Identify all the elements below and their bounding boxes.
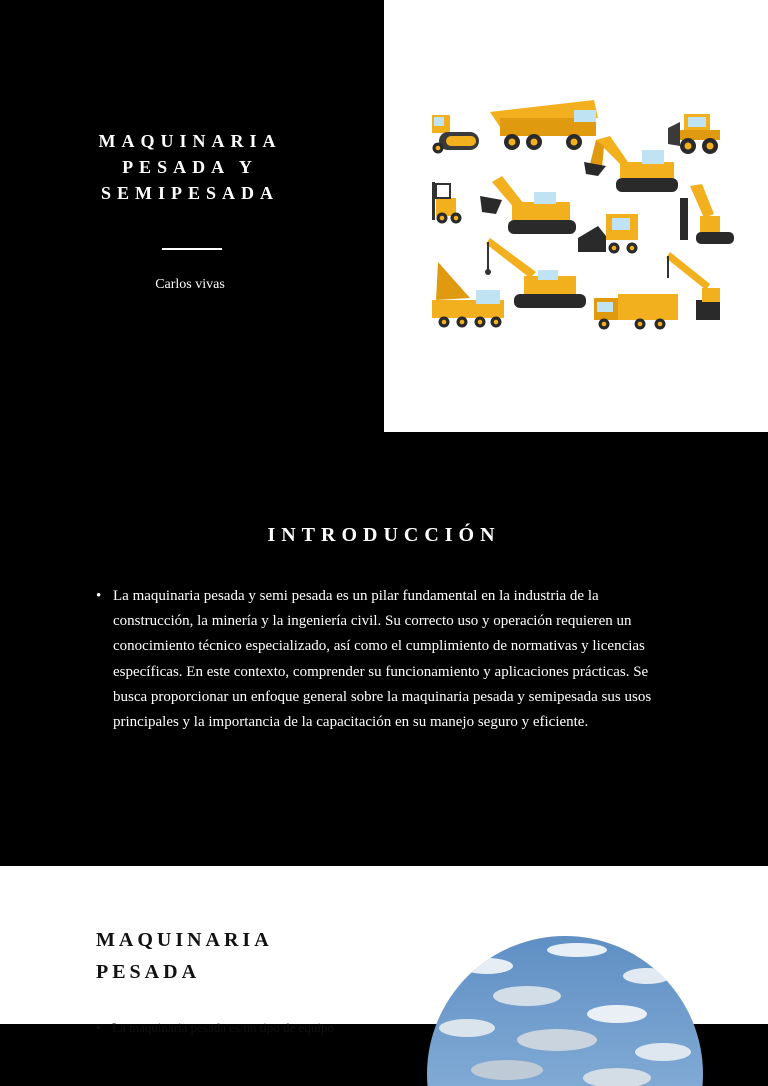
heavy-machinery-item: • La maquinaria pesada es un tipo de equipo [96,1018,376,1038]
hydraulic-hammer-icon [680,184,734,244]
intro-paragraph: • La maquinaria pesada y semi pesada es un pilar fundamental en la industria de la construcción, la minería y la ingeniería civil. Su correcto uso y operación requieren un conocimiento técnico especializado, así como el cumplimiento de normativas y licencias específicas. En este contexto, comprender su funcionamiento y aplicaciones prácticas. Se busca proporcionar un enfoque general sobre la maquinaria pesada y semipesada sus usos principales y la importancia de la capacitación en su manejo seguro y eficiente. [96,584,666,735]
road-roller-icon [432,115,479,154]
crawler-excavator-icon [480,176,576,234]
heavy-machinery-slide [0,866,768,1035]
heavy-machinery-list [96,1018,376,1038]
tipper-truck-icon [594,294,678,330]
mobile-crane-icon [432,262,504,328]
forklift-icon [432,182,462,224]
sky-photo-circle [427,936,703,1086]
skid-steer-icon [578,214,638,254]
cover-image-panel [384,0,768,432]
cover-slide [0,0,768,432]
cover-author: Carlos vivas [155,277,225,292]
intro-title: INTRODUCCIÓN [267,524,501,546]
crawler-crane-icon [485,238,586,308]
intro-slide [0,432,768,866]
cover-title: MAQUINARIA PESADA Y SEMIPESADA [98,131,282,203]
heavy-machinery-title: MAQUINARIA PESADA [96,929,273,983]
cover-text-panel [0,0,384,432]
excavator-icon [584,136,678,192]
wheel-loader-icon [668,114,720,154]
dump-truck-icon [490,100,598,150]
intro-list [96,584,666,735]
construction-machinery-illustration [384,0,768,432]
title-divider [162,248,222,250]
